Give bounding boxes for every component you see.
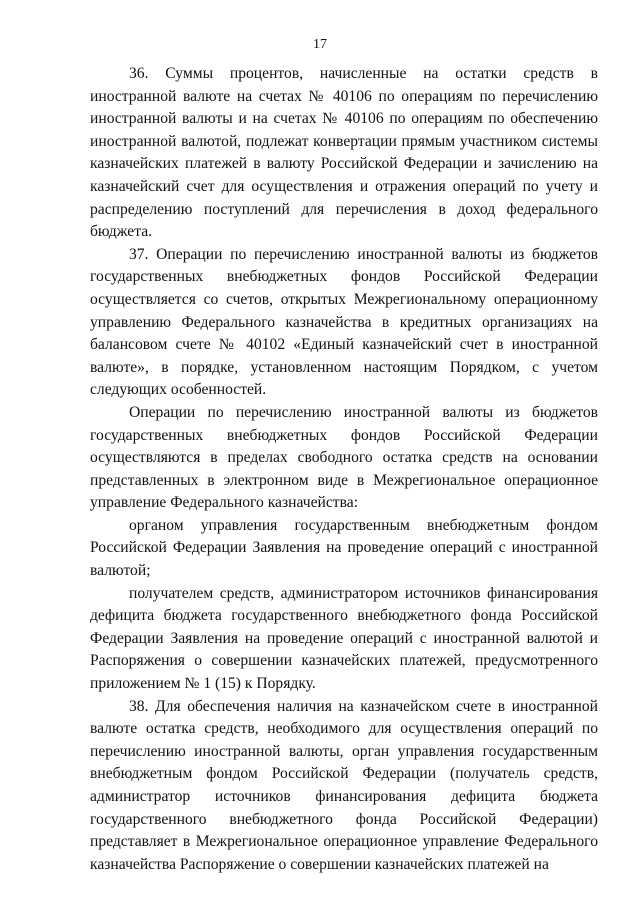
document-body — [90, 63, 598, 876]
paragraph-37-operations: Операции по перечислению иностранной валюты из бюджетов государственных внебюджетных фондов Российской Федерации осуществляются в пределах свободного остатка средств на основании представленных в электронном виде в Межрегиональное операционное управление Федерального казначейства: — [90, 403, 598, 512]
page-number: 17 — [313, 37, 327, 52]
paragraph-37-item-recipient: получателем средств, администратором источников финансирования дефицита бюджета государственного внебюджетного фонда Российской Федерации Заявления на проведение операций с иностранной валютой и Распоряжения о совершении казначейских платежей, предусмотренного приложением № 1 (15) к Порядку. — [90, 584, 598, 693]
paragraph-36: 36. Суммы процентов, начисленные на остатки средств в иностранной валюте на счетах № 40106 по операциям по перечислению иностранной валюты и на счетах № 40106 по операциям по обеспечению иностранной валютой, подлежат конвертации прямым участником системы казначейских платежей в валюту Российской Федерации и зачислению на казначейский счет для осуществления и отражения операций по учету и распределению поступлений для перечисления в доход федерального бюджета. — [90, 65, 598, 241]
paragraph-37-item-authority: органом управления государственным внебюджетным фондом Российской Федерации Заявления на проведение операций с иностранной валютой; — [90, 516, 598, 580]
paragraph-37: 37. Операции по перечислению иностранной валюты из бюджетов государственных внебюджетных фондов Российской Федерации осуществляется со счетов, открытых Межрегиональному операционному управлению Федерального казначейства в кредитных организациях на балансовом счете № 40102 «Единый казначейский счет в иностранной валюте», в порядке, установленном настоящим Порядком, с учетом следующих особенностей. — [90, 245, 598, 399]
paragraph-38: 38. Для обеспечения наличия на казначейском счете в иностранной валюте остатка средств, необходимого для осуществления операций по перечислению иностранной валюты, орган управления государственным внебюджетным фондом Российской Федерации (получатель средств, администратор источников финансирования дефицита бюджета государственного внебюджетного фонда Российской Федерации) представляет в Межрегиональное операционное управление Федерального казначейства Распоряжение о совершении казначейских платежей на — [90, 697, 598, 873]
